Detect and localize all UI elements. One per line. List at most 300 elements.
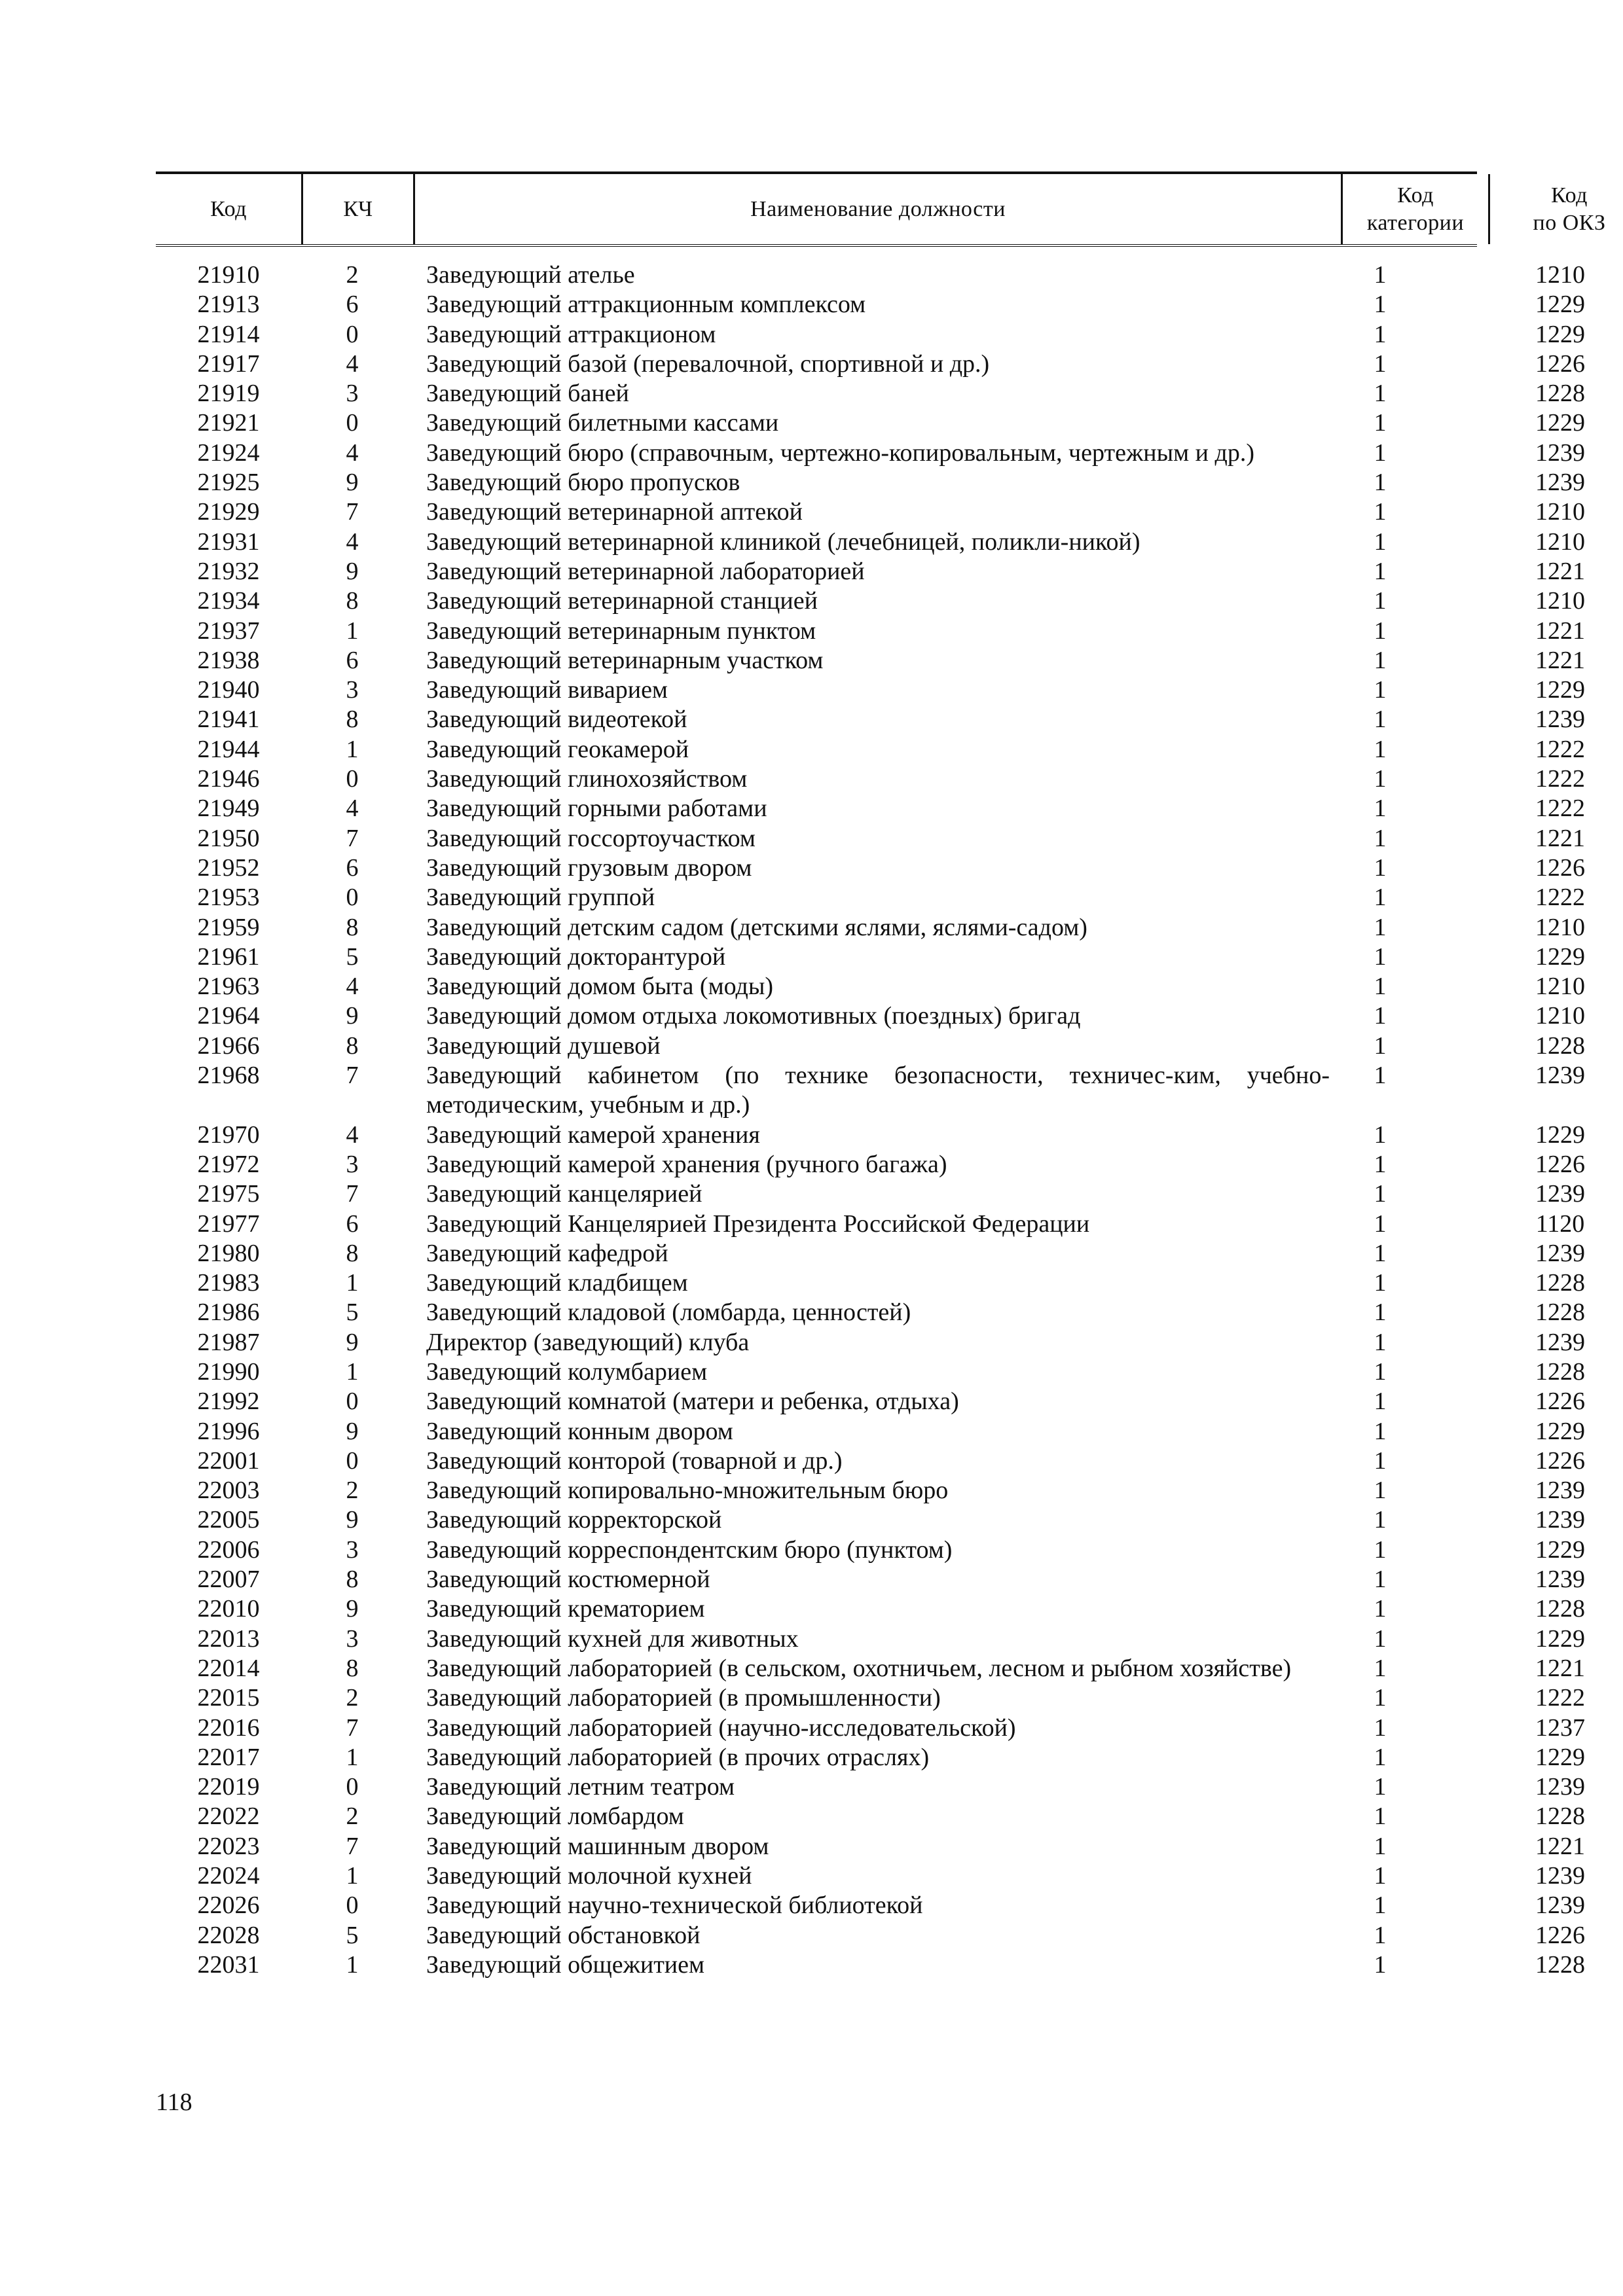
row-okz: 1229 xyxy=(1535,409,1585,437)
row-kch: 8 xyxy=(346,913,359,941)
table-row xyxy=(156,1594,1585,1624)
header-name-label: Наименование должности xyxy=(750,196,1006,221)
row-kch: 0 xyxy=(346,320,359,348)
row-name: Заведующий группой xyxy=(426,884,655,912)
row-kch: 1 xyxy=(346,1269,359,1297)
row-kod: 21949 xyxy=(197,795,260,823)
row-okz: 1239 xyxy=(1535,1862,1585,1890)
row-kod: 21938 xyxy=(197,646,260,674)
row-name: Заведующий госсортоучастком xyxy=(426,824,756,852)
row-kch: 9 xyxy=(346,1506,359,1534)
row-kch: 6 xyxy=(346,1210,359,1238)
row-kch: 0 xyxy=(346,1446,359,1475)
row-kod: 21953 xyxy=(197,884,260,912)
header-category xyxy=(1341,174,1488,244)
row-kch: 2 xyxy=(346,1684,359,1712)
row-kch: 7 xyxy=(346,1180,359,1208)
table-row xyxy=(156,1802,1585,1831)
table-row xyxy=(156,1832,1585,1861)
row-kod: 21946 xyxy=(197,765,260,793)
table-row xyxy=(156,1713,1585,1743)
row-category: 1 xyxy=(1374,1566,1387,1594)
row-name: Заведующий костюмерной xyxy=(426,1566,710,1594)
row-category: 1 xyxy=(1374,1210,1387,1238)
row-kod: 22013 xyxy=(197,1624,260,1653)
row-name: Заведующий камерой хранения xyxy=(426,1121,760,1149)
row-okz: 1222 xyxy=(1535,884,1585,912)
table-row xyxy=(156,1505,1585,1535)
row-okz: 1239 xyxy=(1535,706,1585,734)
row-kod: 21929 xyxy=(197,498,260,526)
row-kod: 22026 xyxy=(197,1892,260,1920)
table-row xyxy=(156,1743,1585,1772)
row-kod: 21975 xyxy=(197,1180,260,1208)
row-name: Заведующий видеотекой xyxy=(426,706,687,734)
row-kod: 21931 xyxy=(197,528,260,556)
row-category: 1 xyxy=(1374,1180,1387,1208)
row-okz: 1237 xyxy=(1535,1713,1585,1742)
row-kch: 0 xyxy=(346,1388,359,1416)
row-name: Заведующий домом быта (моды) xyxy=(426,973,774,1001)
table-row xyxy=(156,1150,1585,1179)
row-okz: 1239 xyxy=(1535,1773,1585,1801)
table-row xyxy=(156,497,1585,527)
row-okz: 1221 xyxy=(1535,824,1585,852)
row-kch: 0 xyxy=(346,1773,359,1801)
table-row xyxy=(156,1565,1585,1594)
row-name: Заведующий лабораторией (в сельском, охотничьем, лесном и рыбном хозяйстве) xyxy=(426,1654,1292,1682)
row-category: 1 xyxy=(1374,676,1387,704)
header-kod-label: Код xyxy=(210,196,247,221)
row-kod: 22010 xyxy=(197,1595,260,1623)
row-okz: 1226 xyxy=(1535,1921,1585,1949)
row-kch: 8 xyxy=(346,706,359,734)
row-kch: 0 xyxy=(346,1892,359,1920)
row-category: 1 xyxy=(1374,1446,1387,1475)
row-kch: 3 xyxy=(346,676,359,704)
row-name: Заведующий виварием xyxy=(426,676,668,704)
table-body xyxy=(156,260,1585,1980)
row-category: 1 xyxy=(1374,824,1387,852)
row-kch: 4 xyxy=(346,973,359,1001)
row-category: 1 xyxy=(1374,528,1387,556)
row-name: Заведующий глинохозяйством xyxy=(426,765,748,793)
table-row xyxy=(156,1861,1585,1891)
row-name: Заведующий лабораторией (научно-исследовательской) xyxy=(426,1713,1016,1742)
row-category: 1 xyxy=(1374,1506,1387,1534)
row-name: Заведующий ломбардом xyxy=(426,1803,684,1831)
header-category-line1: Код xyxy=(1397,183,1434,207)
row-kch: 0 xyxy=(346,884,359,912)
row-name: Заведующий ветеринарной лабораторией xyxy=(426,557,865,585)
row-okz: 1228 xyxy=(1535,380,1585,408)
header-category-line2: категории xyxy=(1366,210,1465,235)
row-name: Заведующий лабораторией (в прочих отраслях) xyxy=(426,1743,930,1771)
header-kch xyxy=(301,174,413,244)
table-row xyxy=(156,913,1585,942)
row-category: 1 xyxy=(1374,1684,1387,1712)
row-kod: 21944 xyxy=(197,735,260,763)
row-category: 1 xyxy=(1374,853,1387,882)
table-row xyxy=(156,1061,1585,1121)
row-name: Заведующий камерой хранения (ручного багажа) xyxy=(426,1150,947,1178)
row-kch: 5 xyxy=(346,942,359,971)
row-kod: 21925 xyxy=(197,469,260,497)
table-row xyxy=(156,379,1585,408)
row-category: 1 xyxy=(1374,1654,1387,1682)
row-category: 1 xyxy=(1374,1299,1387,1327)
row-okz: 1222 xyxy=(1535,765,1585,793)
table-row xyxy=(156,794,1585,823)
row-kch: 7 xyxy=(346,1832,359,1860)
row-okz: 1228 xyxy=(1535,1269,1585,1297)
row-okz: 1120 xyxy=(1535,1210,1585,1238)
row-kch: 2 xyxy=(346,261,359,289)
row-kod: 21913 xyxy=(197,291,260,319)
row-kch: 4 xyxy=(346,439,359,467)
row-okz: 1239 xyxy=(1535,1892,1585,1920)
row-kod: 22006 xyxy=(197,1535,260,1564)
row-category: 1 xyxy=(1374,380,1387,408)
row-category: 1 xyxy=(1374,1950,1387,1979)
table-row xyxy=(156,439,1585,468)
table-row xyxy=(156,824,1585,853)
row-name: Заведующий ветеринарным пунктом xyxy=(426,617,816,645)
row-name: Заведующий кухней для животных xyxy=(426,1624,799,1653)
row-category: 1 xyxy=(1374,1328,1387,1356)
row-name: Заведующий душевой xyxy=(426,1031,661,1060)
row-okz: 1226 xyxy=(1535,1150,1585,1178)
row-okz: 1226 xyxy=(1535,853,1585,882)
row-name: Заведующий ветеринарной станцией xyxy=(426,587,818,615)
row-name: Директор (заведующий) клуба xyxy=(426,1328,750,1356)
row-category: 1 xyxy=(1374,646,1387,674)
row-okz: 1229 xyxy=(1535,1121,1585,1149)
row-category: 1 xyxy=(1374,1892,1387,1920)
row-kod: 21966 xyxy=(197,1031,260,1060)
table-row xyxy=(156,1298,1585,1327)
row-okz: 1239 xyxy=(1535,1566,1585,1594)
table-row xyxy=(156,320,1585,350)
row-category: 1 xyxy=(1374,439,1387,467)
row-name: Заведующий ателье xyxy=(426,261,635,289)
row-kch: 4 xyxy=(346,350,359,378)
row-kch: 0 xyxy=(346,765,359,793)
row-kod: 22028 xyxy=(197,1921,260,1949)
row-name: Заведующий кладовой (ломбарда, ценностей) xyxy=(426,1299,911,1327)
table-row xyxy=(156,1921,1585,1950)
row-category: 1 xyxy=(1374,795,1387,823)
row-kod: 22015 xyxy=(197,1684,260,1712)
row-kch: 1 xyxy=(346,1862,359,1890)
table-row xyxy=(156,646,1585,675)
table-row xyxy=(156,290,1585,319)
row-category: 1 xyxy=(1374,1862,1387,1890)
row-kod: 21964 xyxy=(197,1002,260,1030)
table-row xyxy=(156,1891,1585,1920)
row-name: Заведующий летним театром xyxy=(426,1773,735,1801)
row-category: 1 xyxy=(1374,1062,1387,1090)
row-kch: 6 xyxy=(346,646,359,674)
row-kch: 1 xyxy=(346,735,359,763)
row-kod: 22031 xyxy=(197,1950,260,1979)
row-okz: 1228 xyxy=(1535,1031,1585,1060)
table-row xyxy=(156,1535,1585,1565)
row-kch: 8 xyxy=(346,1566,359,1594)
row-kod: 22003 xyxy=(197,1477,260,1505)
table-row xyxy=(156,1121,1585,1150)
row-name: Заведующий билетными кассами xyxy=(426,409,779,437)
row-kod: 21959 xyxy=(197,913,260,941)
row-okz: 1221 xyxy=(1535,557,1585,585)
row-category: 1 xyxy=(1374,884,1387,912)
row-kch: 7 xyxy=(346,1713,359,1742)
table-row xyxy=(156,1001,1585,1031)
row-category: 1 xyxy=(1374,350,1387,378)
row-category: 1 xyxy=(1374,1150,1387,1178)
header-kch-label: КЧ xyxy=(343,196,373,221)
row-kod: 22017 xyxy=(197,1743,260,1771)
row-category: 1 xyxy=(1374,1417,1387,1445)
row-category: 1 xyxy=(1374,409,1387,437)
row-okz: 1210 xyxy=(1535,528,1585,556)
row-category: 1 xyxy=(1374,913,1387,941)
table-row xyxy=(156,1239,1585,1268)
row-kod: 22024 xyxy=(197,1862,260,1890)
row-kod: 21970 xyxy=(197,1121,260,1149)
row-category: 1 xyxy=(1374,1002,1387,1030)
row-kod: 22022 xyxy=(197,1803,260,1831)
row-category: 1 xyxy=(1374,1121,1387,1149)
row-kod: 21961 xyxy=(197,942,260,971)
table-row xyxy=(156,408,1585,438)
row-name: Заведующий комнатой (матери и ребенка, отдыха) xyxy=(426,1388,959,1416)
table-row xyxy=(156,1683,1585,1713)
row-kch: 7 xyxy=(346,1062,359,1090)
table-row xyxy=(156,1950,1585,1980)
row-kod: 22023 xyxy=(197,1832,260,1860)
row-kod: 21980 xyxy=(197,1239,260,1267)
row-okz: 1226 xyxy=(1535,1388,1585,1416)
table-row xyxy=(156,468,1585,497)
row-kch: 4 xyxy=(346,795,359,823)
row-kod: 21977 xyxy=(197,1210,260,1238)
row-name: Заведующий геокамерой xyxy=(426,735,689,763)
row-kch: 3 xyxy=(346,1535,359,1564)
row-kod: 21992 xyxy=(197,1388,260,1416)
row-name: Заведующий корректорской xyxy=(426,1506,722,1534)
row-name: Заведующий Канцелярией Президента Российской Федерации xyxy=(426,1210,1090,1238)
table-row xyxy=(156,1031,1585,1061)
row-kch: 8 xyxy=(346,1654,359,1682)
row-okz: 1210 xyxy=(1535,973,1585,1001)
row-kch: 2 xyxy=(346,1477,359,1505)
page-number: 118 xyxy=(156,2089,192,2116)
row-okz: 1239 xyxy=(1535,1062,1585,1090)
row-name: Заведующий конным двором xyxy=(426,1417,733,1445)
row-kod: 21996 xyxy=(197,1417,260,1445)
row-category: 1 xyxy=(1374,973,1387,1001)
row-okz: 1229 xyxy=(1535,1417,1585,1445)
row-okz: 1229 xyxy=(1535,1743,1585,1771)
row-kod: 21940 xyxy=(197,676,260,704)
row-okz: 1239 xyxy=(1535,1180,1585,1208)
row-kod: 22001 xyxy=(197,1446,260,1475)
table-header xyxy=(156,171,1606,247)
row-category: 1 xyxy=(1374,1773,1387,1801)
row-kod: 21983 xyxy=(197,1269,260,1297)
row-okz: 1210 xyxy=(1535,498,1585,526)
row-kch: 7 xyxy=(346,824,359,852)
row-name: Заведующий корреспондентским бюро (пунктом) xyxy=(426,1535,953,1564)
row-okz: 1239 xyxy=(1535,1477,1585,1505)
row-name: Заведующий колумбарием xyxy=(426,1357,708,1386)
row-okz: 1210 xyxy=(1535,587,1585,615)
row-category: 1 xyxy=(1374,1269,1387,1297)
table-row xyxy=(156,675,1585,705)
row-kch: 4 xyxy=(346,1121,359,1149)
row-category: 1 xyxy=(1374,1477,1387,1505)
row-kch: 8 xyxy=(346,1239,359,1267)
row-kod: 21950 xyxy=(197,824,260,852)
row-name: Заведующий общежитием xyxy=(426,1950,705,1979)
table-row xyxy=(156,1268,1585,1298)
row-name: Заведующий конторой (товарной и др.) xyxy=(426,1446,843,1475)
row-name: Заведующий канцелярией xyxy=(426,1180,702,1208)
row-name: Заведующий детским садом (детскими яслями, яслями-садом) xyxy=(426,913,1087,941)
row-name: Заведующий аттракционом xyxy=(426,320,716,348)
row-kod: 21914 xyxy=(197,320,260,348)
row-kod: 21937 xyxy=(197,617,260,645)
row-kod: 22005 xyxy=(197,1506,260,1534)
table-row xyxy=(156,557,1585,586)
table-row xyxy=(156,1328,1585,1357)
row-kod: 21934 xyxy=(197,587,260,615)
table-row xyxy=(156,1179,1585,1209)
table-row xyxy=(156,942,1585,972)
row-name: Заведующий бюро (справочным, чертежно-копировальным, чертежным и др.) xyxy=(426,439,1255,467)
row-kch: 1 xyxy=(346,617,359,645)
table-row xyxy=(156,764,1585,794)
row-category: 1 xyxy=(1374,320,1387,348)
table-row xyxy=(156,1624,1585,1654)
row-name: Заведующий домом отдыха локомотивных (поездных) бригад xyxy=(426,1002,1081,1030)
row-name: Заведующий базой (перевалочной, спортивной и др.) xyxy=(426,350,990,378)
row-category: 1 xyxy=(1374,735,1387,763)
table-row xyxy=(156,883,1585,912)
row-name: Заведующий копировально-множительным бюро xyxy=(426,1477,949,1505)
row-kch: 6 xyxy=(346,853,359,882)
row-okz: 1221 xyxy=(1535,1654,1585,1682)
row-kod: 22014 xyxy=(197,1654,260,1682)
header-kod xyxy=(156,174,301,244)
row-okz: 1229 xyxy=(1535,942,1585,971)
row-kch: 5 xyxy=(346,1299,359,1327)
row-category: 1 xyxy=(1374,1357,1387,1386)
row-category: 1 xyxy=(1374,942,1387,971)
row-okz: 1226 xyxy=(1535,350,1585,378)
row-category: 1 xyxy=(1374,706,1387,734)
row-okz: 1210 xyxy=(1535,913,1585,941)
row-kch: 3 xyxy=(346,1624,359,1653)
row-name: Заведующий кафедрой xyxy=(426,1239,668,1267)
row-kch: 9 xyxy=(346,1328,359,1356)
row-kch: 0 xyxy=(346,409,359,437)
row-kch: 9 xyxy=(346,1002,359,1030)
row-name: Заведующий аттракционным комплексом xyxy=(426,291,866,319)
row-kch: 7 xyxy=(346,498,359,526)
row-okz: 1239 xyxy=(1535,1506,1585,1534)
row-category: 1 xyxy=(1374,1595,1387,1623)
row-name: Заведующий крематорием xyxy=(426,1595,705,1623)
row-kch: 4 xyxy=(346,528,359,556)
row-okz: 1239 xyxy=(1535,469,1585,497)
row-name: Заведующий бюро пропусков xyxy=(426,469,740,497)
row-kod: 21968 xyxy=(197,1062,260,1090)
row-category: 1 xyxy=(1374,1743,1387,1771)
row-okz: 1228 xyxy=(1535,1803,1585,1831)
table-row xyxy=(156,705,1585,734)
row-category: 1 xyxy=(1374,1031,1387,1060)
row-kod: 21932 xyxy=(197,557,260,585)
table-row xyxy=(156,972,1585,1001)
row-name: Заведующий ветеринарной клиникой (лечебницей, поликли-никой) xyxy=(426,528,1140,556)
row-category: 1 xyxy=(1374,1803,1387,1831)
row-kod: 22019 xyxy=(197,1773,260,1801)
row-category: 1 xyxy=(1374,1832,1387,1860)
row-okz: 1228 xyxy=(1535,1299,1585,1327)
table-row xyxy=(156,1476,1585,1505)
row-kch: 8 xyxy=(346,587,359,615)
row-category: 1 xyxy=(1374,1713,1387,1742)
row-kch: 9 xyxy=(346,557,359,585)
header-okz-line2: по ОКЗ xyxy=(1533,210,1606,235)
row-category: 1 xyxy=(1374,557,1387,585)
table-row xyxy=(156,1772,1585,1802)
row-okz: 1229 xyxy=(1535,291,1585,319)
table-row xyxy=(156,1387,1585,1416)
row-name: Заведующий научно-технической библиотекой xyxy=(426,1892,923,1920)
row-okz: 1222 xyxy=(1535,795,1585,823)
row-kch: 3 xyxy=(346,1150,359,1178)
row-okz: 1222 xyxy=(1535,735,1585,763)
row-category: 1 xyxy=(1374,291,1387,319)
row-kch: 5 xyxy=(346,1921,359,1949)
row-category: 1 xyxy=(1374,261,1387,289)
row-name: Заведующий ветеринарным участком xyxy=(426,646,824,674)
table-row xyxy=(156,350,1585,379)
row-name: Заведующий горными работами xyxy=(426,795,767,823)
table-row xyxy=(156,1446,1585,1476)
row-category: 1 xyxy=(1374,587,1387,615)
row-kod: 21919 xyxy=(197,380,260,408)
row-kod: 21924 xyxy=(197,439,260,467)
row-okz: 1221 xyxy=(1535,617,1585,645)
table-row xyxy=(156,1357,1585,1387)
header-name xyxy=(413,174,1341,244)
row-kch: 9 xyxy=(346,1595,359,1623)
row-category: 1 xyxy=(1374,617,1387,645)
row-kod: 21972 xyxy=(197,1150,260,1178)
table-row xyxy=(156,853,1585,883)
row-kch: 1 xyxy=(346,1950,359,1979)
row-kch: 6 xyxy=(346,291,359,319)
row-kch: 2 xyxy=(346,1803,359,1831)
row-kod: 22016 xyxy=(197,1713,260,1742)
row-category: 1 xyxy=(1374,1388,1387,1416)
row-okz: 1229 xyxy=(1535,676,1585,704)
row-okz: 1222 xyxy=(1535,1684,1585,1712)
